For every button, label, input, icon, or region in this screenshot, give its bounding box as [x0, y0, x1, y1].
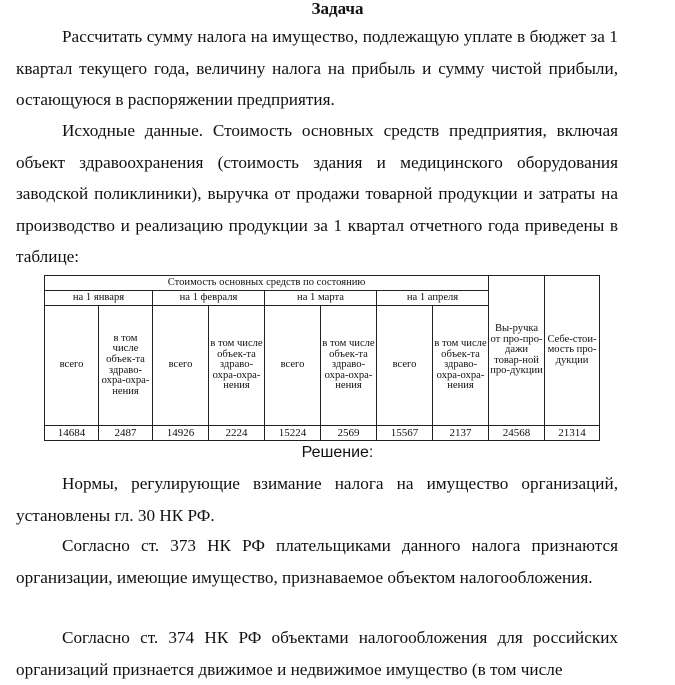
article-373-paragraph: Согласно ст. 373 НК РФ плательщиками данного налога признаются организации, имеющие имущество, признаваемое объектом налогообложения. [16, 536, 618, 587]
document-title: Задача [311, 0, 364, 18]
date-header-jan: на 1 января [45, 291, 153, 306]
value-cell: 2224 [209, 426, 265, 441]
date-header-mar: на 1 марта [265, 291, 377, 306]
sub-header-health: в том числе объек-та здраво-охра-охра-нения [99, 306, 153, 426]
table-row [45, 426, 600, 441]
norms-paragraph: Нормы, регулирующие взимание налога на имущество организаций, установлены гл. 30 НК РФ. [16, 474, 618, 525]
date-header-feb: на 1 февраля [153, 291, 265, 306]
sub-header-total: всего [377, 306, 433, 426]
value-cell: 21314 [545, 426, 600, 441]
source-data-table [44, 275, 600, 441]
value-cell: 14926 [153, 426, 209, 441]
value-cell: 14684 [45, 426, 99, 441]
task-paragraph: Рассчитать сумму налога на имущество, подлежащую уплате в бюджет за 1 квартал текущего года, величину налога на прибыль и сумму чистой прибыли, остающуюся в распоряжении предприятия. [16, 27, 618, 109]
cost-header: Себе-стои-мость про-дукции [545, 276, 600, 426]
sub-header-health: в том числе объек-та здраво-охра-охра-нения [209, 306, 265, 426]
sub-header-health: в том числе объек-та здраво-охра-охра-нения [433, 306, 489, 426]
sub-header-total: всего [45, 306, 99, 426]
sub-header-total: всего [265, 306, 321, 426]
value-cell: 24568 [489, 426, 545, 441]
sub-header-total: всего [153, 306, 209, 426]
date-header-apr: на 1 апреля [377, 291, 489, 306]
revenue-header: Вы-ручка от про-про-дажи товар-ной про-дукции [489, 276, 545, 426]
table-group-header: Стоимость основных средств по состоянию [45, 276, 489, 291]
source-data-paragraph: Исходные данные. Стоимость основных средств предприятия, включая объект здравоохранения (стоимость здания и медицинского оборудования заводской поликлиники), выручка от продажи товарной продукции и затраты на производство и реализацию продукции за 1 квартал отчетного года приведены в таблице: [16, 121, 618, 266]
value-cell: 15224 [265, 426, 321, 441]
value-cell: 2137 [433, 426, 489, 441]
solution-heading: Решение: [301, 444, 374, 461]
value-cell: 15567 [377, 426, 433, 441]
sub-header-health: в том числе объек-та здраво-охра-охра-нения [321, 306, 377, 426]
value-cell: 2487 [99, 426, 153, 441]
value-cell: 2569 [321, 426, 377, 441]
article-374-paragraph: Согласно ст. 374 НК РФ объектами налогообложения для российских организаций признается движимое и недвижимое имущество (в том числе [16, 628, 618, 679]
